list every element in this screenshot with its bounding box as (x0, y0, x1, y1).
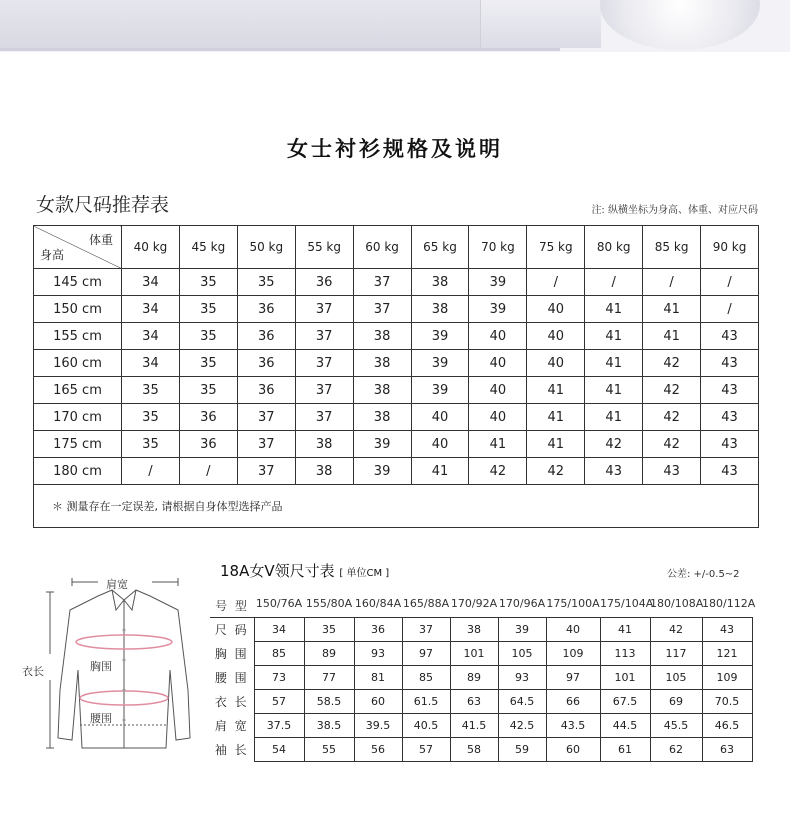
size-cell: 37 (353, 296, 411, 323)
size-spec-title-text: 18A女V领尺寸表 (220, 562, 335, 580)
chest-label: 胸围 (90, 660, 112, 673)
height-cell: 150 cm (34, 296, 122, 323)
size-cell: 39 (353, 458, 411, 485)
size-cell: 41 (643, 323, 701, 350)
spec-cell: 40.5 (402, 714, 450, 738)
size-cell: 35 (179, 377, 237, 404)
spec-cell: 43.5 (546, 714, 600, 738)
spec-cell: 39.5 (354, 714, 402, 738)
size-cell: 43 (701, 323, 759, 350)
size-cell: 35 (179, 296, 237, 323)
spec-cell: 34 (254, 618, 304, 642)
spec-cell: 35 (304, 618, 354, 642)
size-cell: 40 (469, 404, 527, 431)
size-cell: 38 (353, 350, 411, 377)
weight-header-cell: 90 kg (701, 226, 759, 269)
size-type-header: 180/112A (702, 597, 756, 610)
size-cell: 41 (411, 458, 469, 485)
table-row (34, 458, 759, 485)
size-cell: / (701, 269, 759, 296)
table-row (210, 714, 752, 738)
size-cell: 41 (585, 377, 643, 404)
size-cell: 41 (585, 296, 643, 323)
size-cell: 42 (643, 377, 701, 404)
size-cell: 42 (643, 431, 701, 458)
spec-cell: 67.5 (600, 690, 650, 714)
size-cell: 36 (237, 296, 295, 323)
spec-cell: 61.5 (402, 690, 450, 714)
table-row (34, 377, 759, 404)
table-row (210, 690, 752, 714)
size-cell: 39 (411, 350, 469, 377)
page-title: 女士衬衫规格及说明 (287, 137, 503, 161)
size-cell: 42 (469, 458, 527, 485)
spec-cell: 101 (600, 666, 650, 690)
table-row (34, 431, 759, 458)
spec-cell: 37 (402, 618, 450, 642)
spec-cell: 38.5 (304, 714, 354, 738)
spec-cell: 46.5 (702, 714, 752, 738)
spec-cell: 58 (450, 738, 498, 762)
size-cell: 35 (179, 350, 237, 377)
row-label: 腰 围 (210, 666, 254, 690)
size-cell: 40 (469, 323, 527, 350)
size-cell: 42 (585, 431, 643, 458)
length-label: 衣长 (22, 665, 44, 678)
spec-cell: 89 (304, 642, 354, 666)
size-cell: 35 (122, 431, 180, 458)
weight-header-cell: 45 kg (179, 226, 237, 269)
spec-cell: 36 (354, 618, 402, 642)
size-cell: 40 (527, 350, 585, 377)
size-cell: 38 (411, 269, 469, 296)
size-cell: 36 (237, 377, 295, 404)
weight-header-cell: 60 kg (353, 226, 411, 269)
size-cell: 35 (122, 377, 180, 404)
weight-header-row (34, 226, 759, 269)
spec-cell: 64.5 (498, 690, 546, 714)
row-label: 尺 码 (210, 618, 254, 642)
size-cell: 39 (469, 269, 527, 296)
size-cell: 38 (353, 323, 411, 350)
height-cell: 145 cm (34, 269, 122, 296)
table-row (34, 269, 759, 296)
spec-cell: 63 (702, 738, 752, 762)
size-cell: 37 (295, 350, 353, 377)
size-cell: / (643, 269, 701, 296)
size-cell: 43 (643, 458, 701, 485)
size-cell: 41 (469, 431, 527, 458)
table-row (210, 642, 752, 666)
size-cell: 36 (237, 323, 295, 350)
size-cell: 41 (643, 296, 701, 323)
spec-cell: 62 (650, 738, 702, 762)
size-cell: 38 (411, 296, 469, 323)
size-cell: 36 (237, 350, 295, 377)
size-cell: 42 (643, 350, 701, 377)
size-cell: 41 (527, 377, 585, 404)
spec-cell: 41 (600, 618, 650, 642)
size-type-header: 170/92A (450, 597, 498, 610)
size-type-header: 165/88A (402, 597, 450, 610)
size-cell: 40 (411, 431, 469, 458)
row-label: 袖 长 (210, 738, 254, 762)
spec-cell: 93 (498, 666, 546, 690)
size-cell: 37 (237, 431, 295, 458)
table-row (210, 738, 752, 762)
size-cell: 38 (353, 404, 411, 431)
size-cell: 43 (585, 458, 643, 485)
spec-cell: 56 (354, 738, 402, 762)
spec-cell: 60 (354, 690, 402, 714)
height-cell: 155 cm (34, 323, 122, 350)
size-cell: 37 (237, 404, 295, 431)
size-recommend-title: 女款尺码推荐表 (36, 194, 170, 216)
spec-cell: 81 (354, 666, 402, 690)
size-type-header: 175/100A (546, 597, 600, 610)
size-cell: 40 (469, 350, 527, 377)
shirt-diagram (20, 570, 220, 770)
row-label: 肩 宽 (210, 714, 254, 738)
size-cell: 41 (527, 431, 585, 458)
spec-cell: 93 (354, 642, 402, 666)
spec-cell: 105 (498, 642, 546, 666)
size-type-header: 170/96A (498, 597, 546, 610)
size-cell: 41 (527, 404, 585, 431)
spec-cell: 101 (450, 642, 498, 666)
hero-shirt-photo (0, 0, 790, 52)
spec-cell: 59 (498, 738, 546, 762)
size-cell: 36 (179, 404, 237, 431)
weight-header-cell: 55 kg (295, 226, 353, 269)
weight-header-cell: 65 kg (411, 226, 469, 269)
spec-cell: 45.5 (650, 714, 702, 738)
size-cell: 41 (585, 404, 643, 431)
spec-cell: 69 (650, 690, 702, 714)
spec-cell: 55 (304, 738, 354, 762)
spec-cell: 41.5 (450, 714, 498, 738)
weight-header-cell: 85 kg (643, 226, 701, 269)
size-cell: 37 (295, 296, 353, 323)
size-cell: 43 (701, 431, 759, 458)
size-spec-table (210, 617, 753, 762)
spec-cell: 42 (650, 618, 702, 642)
footnote: ＊ 测量存在一定误差, 请根据自身体型选择产品 (34, 485, 759, 528)
size-cell: 34 (122, 350, 180, 377)
size-cell: 39 (469, 296, 527, 323)
height-cell: 160 cm (34, 350, 122, 377)
spec-cell: 121 (702, 642, 752, 666)
spec-cell: 73 (254, 666, 304, 690)
spec-cell: 85 (402, 666, 450, 690)
table-row (34, 323, 759, 350)
size-type-header: 160/84A (354, 597, 402, 610)
shirt-cuff (600, 0, 760, 50)
size-cell: 41 (585, 323, 643, 350)
table-row (34, 350, 759, 377)
size-cell: 34 (122, 323, 180, 350)
spec-cell: 66 (546, 690, 600, 714)
spec-cell: 37.5 (254, 714, 304, 738)
spec-cell: 38 (450, 618, 498, 642)
row-label: 胸 围 (210, 642, 254, 666)
size-cell: 41 (585, 350, 643, 377)
size-cell: 42 (643, 404, 701, 431)
height-cell: 170 cm (34, 404, 122, 431)
size-type-header: 150/76A (255, 597, 303, 610)
size-cell: / (179, 458, 237, 485)
size-cell: 37 (353, 269, 411, 296)
spec-cell: 63 (450, 690, 498, 714)
size-cell: 37 (295, 404, 353, 431)
spec-cell: 60 (546, 738, 600, 762)
size-cell: 42 (527, 458, 585, 485)
size-spec-unit: [ 单位CM ] (339, 568, 390, 579)
height-cell: 165 cm (34, 377, 122, 404)
shoulder-label: 肩宽 (106, 578, 128, 591)
spec-cell: 117 (650, 642, 702, 666)
spec-cell: 39 (498, 618, 546, 642)
tolerance-note: 公差: +/-0.5~2 (667, 569, 740, 580)
size-cell: 37 (237, 458, 295, 485)
height-cell: 180 cm (34, 458, 122, 485)
weight-header-cell: 50 kg (237, 226, 295, 269)
spec-cell: 85 (254, 642, 304, 666)
size-cell: 36 (295, 269, 353, 296)
table-row (34, 404, 759, 431)
corner-height-label: 身高 (40, 248, 65, 262)
row-label: 衣 长 (210, 690, 254, 714)
size-cell: 34 (122, 296, 180, 323)
spec-cell: 43 (702, 618, 752, 642)
size-cell: 36 (179, 431, 237, 458)
size-cell: / (701, 296, 759, 323)
corner-cell (34, 226, 122, 269)
size-cell: 38 (295, 458, 353, 485)
shirt-outline-icon (20, 570, 220, 770)
size-cell: / (527, 269, 585, 296)
size-cell: 35 (179, 323, 237, 350)
weight-header-cell: 40 kg (122, 226, 180, 269)
spec-cell: 97 (402, 642, 450, 666)
spec-cell: 58.5 (304, 690, 354, 714)
weight-header-cell: 70 kg (469, 226, 527, 269)
size-cell: 39 (353, 431, 411, 458)
shirt-placket (480, 0, 601, 48)
shirt-fabric-band (0, 0, 560, 51)
spec-cell: 113 (600, 642, 650, 666)
size-cell: 38 (295, 431, 353, 458)
size-cell: 39 (411, 323, 469, 350)
table-row (210, 666, 752, 690)
size-spec-title (220, 560, 389, 581)
weight-header-cell: 75 kg (527, 226, 585, 269)
size-cell: 35 (179, 269, 237, 296)
size-cell: 35 (237, 269, 295, 296)
spec-cell: 77 (304, 666, 354, 690)
table-row (210, 618, 752, 642)
size-cell: 43 (701, 377, 759, 404)
size-cell: 39 (411, 377, 469, 404)
size-type-header: 180/108A (650, 597, 704, 610)
spec-cell: 105 (650, 666, 702, 690)
spec-cell: 57 (254, 690, 304, 714)
spec-cell: 44.5 (600, 714, 650, 738)
spec-cell: 40 (546, 618, 600, 642)
spec-cell: 89 (450, 666, 498, 690)
size-cell: 40 (527, 296, 585, 323)
spec-cell: 70.5 (702, 690, 752, 714)
size-recommend-note: 注: 纵横坐标为身高、体重、对应尺码 (591, 205, 758, 216)
waist-label: 腰围 (90, 712, 112, 725)
spec-cell: 54 (254, 738, 304, 762)
size-cell: / (585, 269, 643, 296)
spec-cell: 97 (546, 666, 600, 690)
size-type-header: 175/104A (600, 597, 654, 610)
table-row (34, 296, 759, 323)
size-type-header: 155/80A (305, 597, 353, 610)
size-cell: 43 (701, 458, 759, 485)
size-cell: 43 (701, 350, 759, 377)
weight-header-cell: 80 kg (585, 226, 643, 269)
size-cell: 34 (122, 269, 180, 296)
size-cell: 40 (527, 323, 585, 350)
size-cell: 35 (122, 404, 180, 431)
spec-cell: 109 (546, 642, 600, 666)
spec-cell: 42.5 (498, 714, 546, 738)
corner-weight-label: 体重 (88, 233, 113, 247)
size-cell: 37 (295, 377, 353, 404)
size-recommend-table (33, 225, 759, 528)
size-cell: 37 (295, 323, 353, 350)
spec-cell: 61 (600, 738, 650, 762)
height-cell: 175 cm (34, 431, 122, 458)
size-cell: 38 (353, 377, 411, 404)
size-cell: 40 (411, 404, 469, 431)
spec-cell: 109 (702, 666, 752, 690)
size-cell: 40 (469, 377, 527, 404)
size-cell: / (122, 458, 180, 485)
size-cell: 43 (701, 404, 759, 431)
size-type-label: 号 型 (215, 599, 249, 613)
spec-cell: 57 (402, 738, 450, 762)
